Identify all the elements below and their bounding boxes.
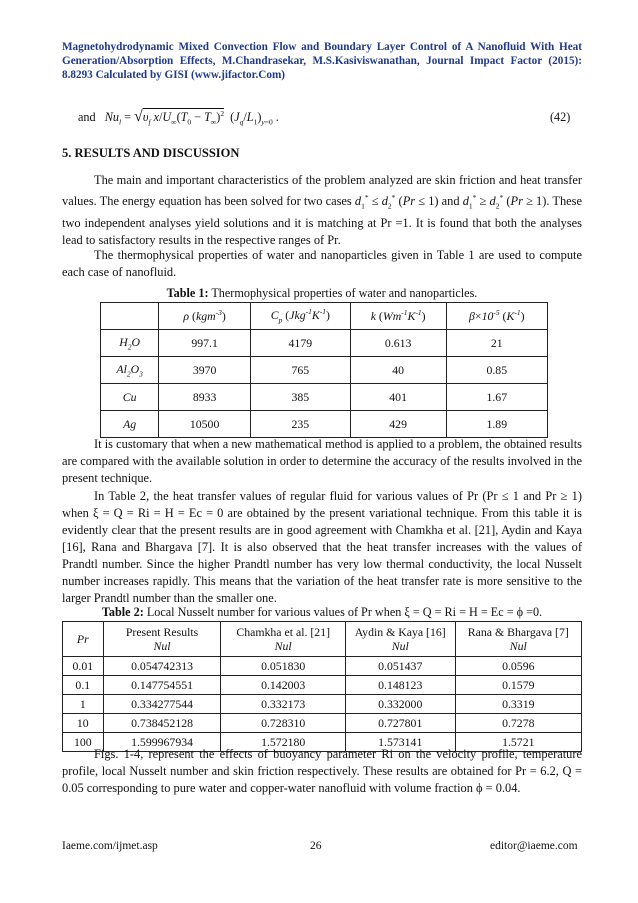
equation-number: (42) xyxy=(550,110,571,124)
page-number: 26 xyxy=(310,840,322,852)
table-row: 0.1 0.147754551 0.142003 0.148123 0.1579 xyxy=(63,676,582,695)
table-row: 10 0.738452128 0.728310 0.727801 0.7278 xyxy=(63,714,582,733)
table-row: 0.01 0.054742313 0.051830 0.051437 0.0596 xyxy=(63,657,582,676)
table-1 xyxy=(100,302,548,438)
table-row: 1 0.334277544 0.332173 0.332000 0.3319 xyxy=(63,695,582,714)
paragraph-4: In Table 2, the heat transfer values of regular fluid for various values of Pr (Pr ≤ 1 and Pr ≥ 1) when ξ = Q = Ri = H = Ec = 0 are obtained by the present variational technique. From this table it is evidently clear that the present results are in good agreement with Chamkha et al. [21], Aydin and Kaya [16], Rana and Bhargava [7]. It is also observed that the heat transfer increases with the values of Prandtl number. Since the higher Prandtl number has very low thermal conductivity, the local Nusselt number increases rapidly. This means that the variation of the heat transfer rate is more sensitive to the larger Prandtl number than the smaller one. xyxy=(62,489,582,605)
table1-caption: Table 1: Thermophysical properties of water and nanoparticles. xyxy=(166,286,478,300)
table2-header-row: Pr Present Results Nul Chamkha et al. [21] Nul Aydin & Kaya [16] Nul Rana & Bhargava [7] Nul xyxy=(63,622,582,657)
equation-42: and $Nu_l = √\upsilon_f$ $x/U_\infty(T_0 - T_\infty)^2$ $(J_q/L_1)_{y=0}$ . xyxy=(78,108,279,127)
table-2 xyxy=(62,621,582,752)
paragraph-3: It is customary that when a new mathematical method is applied to a problem, the obtained results are compared with the available solution in order to determine the accuracy of the results involved in the present technique. xyxy=(62,437,582,485)
paragraph-2: The thermophysical properties of water and nanoparticles given in Table 1 are used to compute each case of nanofluid. xyxy=(62,248,582,279)
table2-caption: Table 2: Local Nusselt number for various values of Pr when ξ = Q = Ri = H = Ec = ϕ =0. xyxy=(101,605,543,619)
table1-header-row: ρ (kgm$^{-3}$) $C_p$ $(Jkg^{-1}K^{-1})$ k $(Wm^{-1}K^{-1})$ $\beta\times 10^{-5}$ $(K^{-1})$ xyxy=(101,303,548,330)
paragraph-1: The main and important characteristics of the problem analyzed are skin friction and heat transfer values. The energy equation has been solved for two cases $d_1^* \le d_2^*$ (Pr ≤ 1) and $d_1^* \ge d_2^*$ (Pr ≥ 1). These two independent analyses yield solutions and it is matching at Pr =1. It is found that both the analyses lead to satisfactory results in the respective ranges of Pr. xyxy=(62,173,582,247)
table-row: $H_2O$ 997.1 4179 0.613 21 xyxy=(101,330,548,357)
section-heading: 5. RESULTS AND DISCUSSION xyxy=(62,146,240,160)
running-header: Magnetohydrodynamic Mixed Convection Flow and Boundary Layer Control of A Nanofluid With Heat Generation/Absorption Effects, M.Chandrasekar, M.S.Kasiviswanathan, Journal Impact Factor (2015): 8.8293 Calculated by GISI (www.jifactor.Com) xyxy=(62,41,582,81)
footer-email[interactable]: editor@iaeme.com xyxy=(490,840,578,852)
equation-prefix: and xyxy=(78,110,96,124)
table-row: Ag 10500 235 429 1.89 xyxy=(101,411,548,438)
paragraph-5: Figs. 1-4, represent the effects of buoyancy parameter Ri on the velocity profile, temperature profile, local Nusselt number and skin friction respectively. These results are obtained for Pr = 6.2, Q = 0.05 corresponding to pure water and copper-water nanofluid with volume fraction ϕ = 0.04. xyxy=(62,747,582,795)
table-row: $Al_2O_3$ 3970 765 40 0.85 xyxy=(101,357,548,384)
footer-website[interactable]: Iaeme.com/ijmet.asp xyxy=(62,840,158,852)
table-row: Cu 8933 385 401 1.67 xyxy=(101,384,548,411)
table-row: 100 1.599967934 1.572180 1.573141 1.5721 xyxy=(63,733,582,752)
